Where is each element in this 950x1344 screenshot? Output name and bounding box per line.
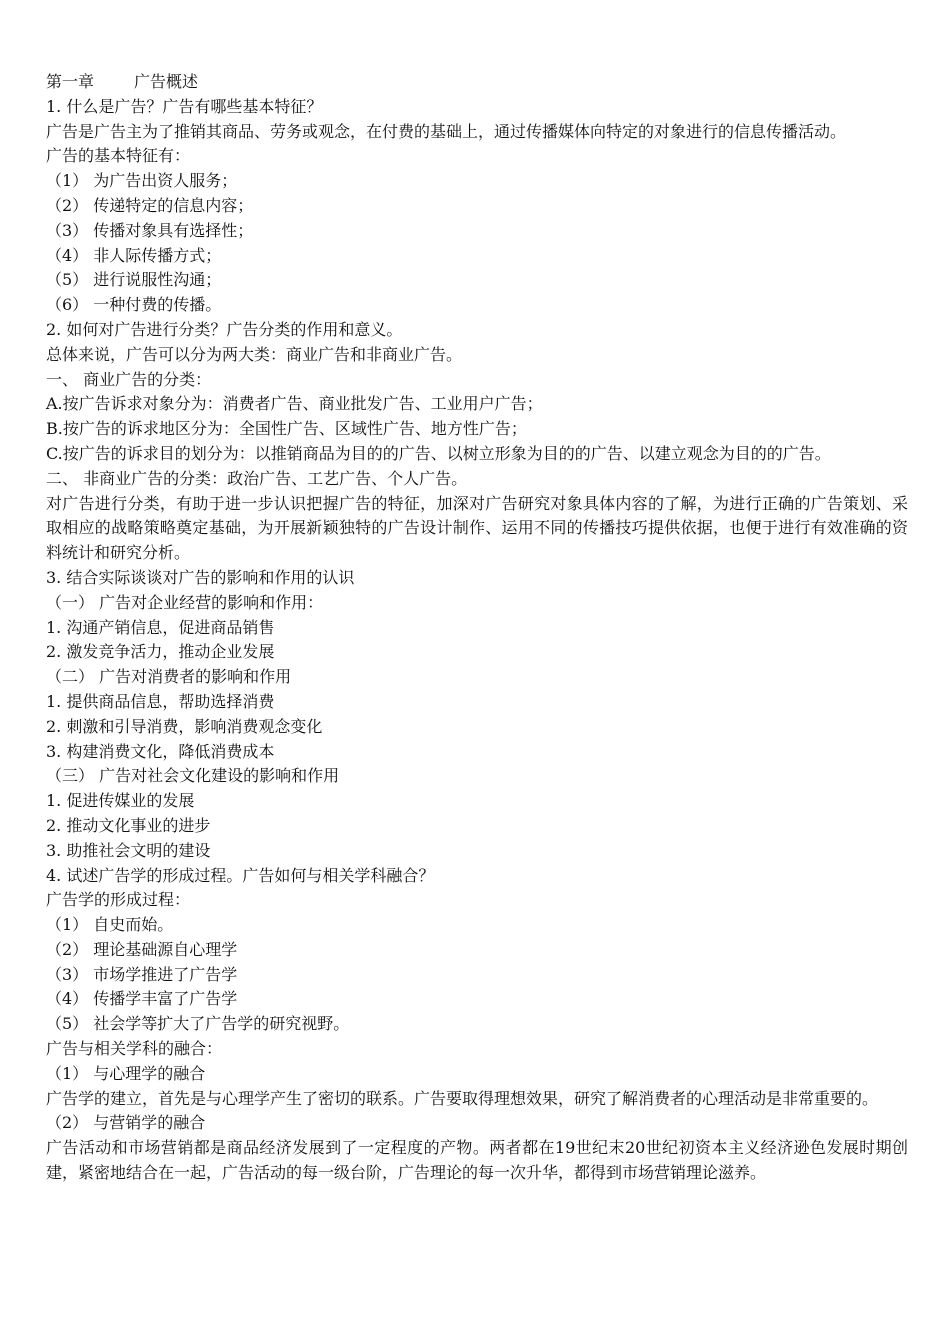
text-line: （5） 进行说服性沟通； [46, 270, 222, 290]
chapter-number: 第一章 [46, 72, 95, 91]
text-line: 广告活动和市场营销都是商品经济发展到了一定程度的产物。两者都在19世纪末20世纪初资本主义经济逊色发展时期创建，紧密地结合在一起，广告活动的每一级台阶，广告理论的每一次升华，都得到市场营销理论滋养。 [46, 1138, 908, 1183]
text-line: （3） 市场学推进了广告学 [46, 964, 238, 984]
text-line: （三） 广告对社会文化建设的影响和作用 [46, 766, 340, 786]
text-line: 广告学的形成过程： [46, 890, 191, 910]
text-line: 1. 什么是广告？广告有哪些基本特征？ [46, 96, 323, 116]
text-line: 2. 激发竞争活力，推动企业发展 [46, 642, 275, 662]
text-line: （1） 为广告出资人服务； [46, 171, 238, 191]
text-line: 二、 非商业广告的分类：政治广告、工艺广告、个人广告。 [46, 468, 468, 488]
text-line: 一、 商业广告的分类： [46, 369, 212, 389]
text-line: （1） 与心理学的融合 [46, 1063, 206, 1083]
document-body [46, 70, 908, 1186]
text-line: （2） 传递特定的信息内容； [46, 195, 254, 215]
text-line: （二） 广告对消费者的影响和作用 [46, 667, 292, 687]
chapter-title: 广告概述 [134, 72, 199, 91]
text-line: C.按广告的诉求目的划分为：以推销商品为目的的广告、以树立形象为目的的广告、以建立观念为目的的广告。 [46, 443, 831, 463]
text-line: 2. 刺激和引导消费，影响消费观念变化 [46, 716, 323, 736]
text-line: 1. 促进传媒业的发展 [46, 791, 195, 811]
text-line: 3. 构建消费文化，降低消费成本 [46, 741, 275, 761]
text-line: 1. 沟通产销信息，促进商品销售 [46, 617, 275, 637]
text-line: （4） 传播学丰富了广告学 [46, 989, 238, 1009]
text-line: （5） 社会学等扩大了广告学的研究视野。 [46, 1014, 350, 1034]
text-line: 对广告进行分类，有助于进一步认识把握广告的特征，加深对广告研究对象具体内容的了解，为进行正确的广告策划、采取相应的战略策略奠定基础，为开展新颖独特的广告设计制作、运用不同的传播技巧提供依据，也便于进行有效准确的资料统计和研究分析。 [46, 493, 908, 563]
text-line: 广告是广告主为了推销其商品、劳务或观念，在付费的基础上，通过传播媒体向特定的对象进行的信息传播活动。 [46, 121, 847, 141]
text-line: （4） 非人际传播方式； [46, 245, 222, 265]
chapter-heading [46, 70, 908, 95]
text-line: 广告与相关学科的融合： [46, 1039, 223, 1059]
text-line: 3. 结合实际谈谈对广告的影响和作用的认识 [46, 567, 355, 587]
text-line: B.按广告的诉求地区分为：全国性广告、区域性广告、地方性广告； [46, 419, 527, 439]
text-line: （6） 一种付费的传播。 [46, 295, 222, 315]
text-line: （一） 广告对企业经营的影响和作用： [46, 592, 324, 612]
text-line: （3） 传播对象具有选择性； [46, 220, 254, 240]
text-line: A.按广告诉求对象分为：消费者广告、商业批发广告、工业用户广告； [46, 394, 543, 414]
text-line: （1） 自史而始。 [46, 915, 174, 935]
text-line: 4. 试述广告学的形成过程。广告如何与相关学科融合？ [46, 865, 435, 885]
text-line: （2） 与营销学的融合 [46, 1113, 206, 1133]
text-line: 总体来说，广告可以分为两大类：商业广告和非商业广告。 [46, 344, 463, 364]
text-line: 广告学的建立，首先是与心理学产生了密切的联系。广告要取得理想效果，研究了解消费者的心理活动是非常重要的。 [46, 1088, 879, 1108]
text-line: 2. 如何对广告进行分类？广告分类的作用和意义。 [46, 319, 403, 339]
text-line: 2. 推动文化事业的进步 [46, 815, 211, 835]
text-line: 广告的基本特征有： [46, 146, 191, 166]
text-line: （2） 理论基础源自心理学 [46, 939, 238, 959]
text-line: 3. 助推社会文明的建设 [46, 840, 211, 860]
text-line: 1. 提供商品信息，帮助选择消费 [46, 691, 275, 711]
